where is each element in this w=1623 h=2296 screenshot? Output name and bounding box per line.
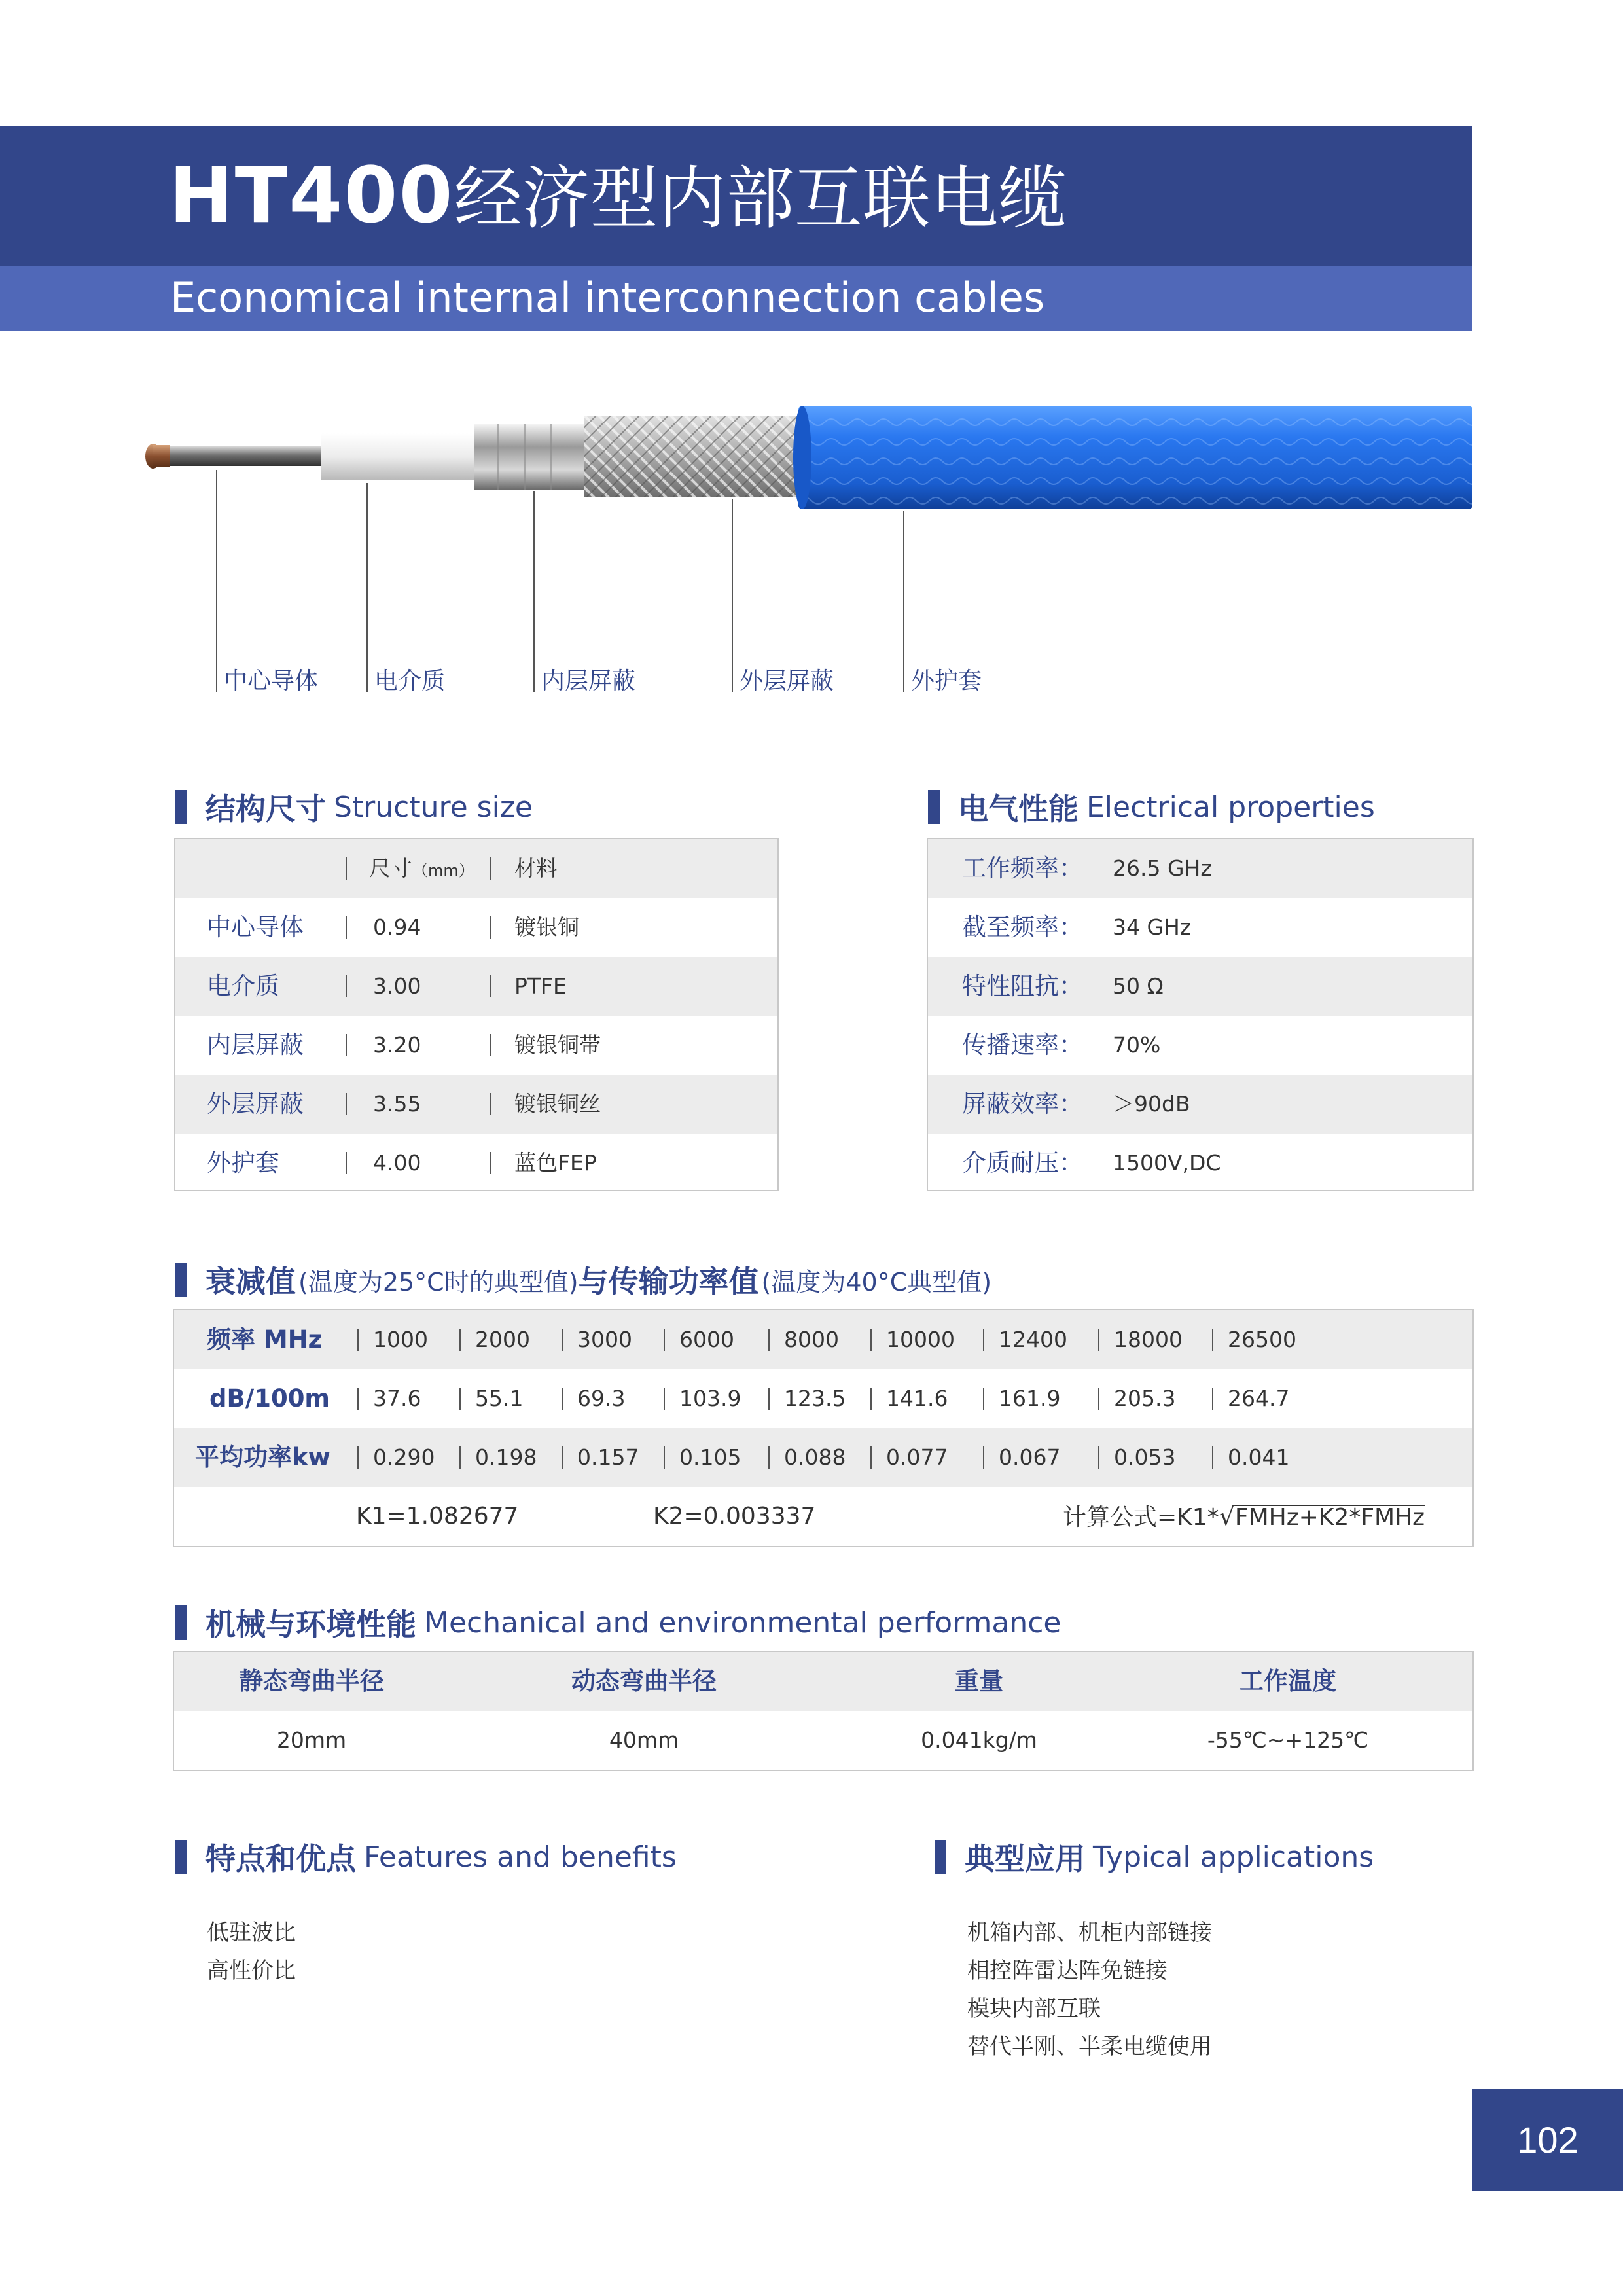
label-outer-shield: 外层屏蔽: [740, 668, 834, 694]
db-cell: 103.9: [679, 1386, 741, 1411]
column-separator: [870, 1388, 872, 1410]
formula: 计算公式=K1*√FMHz+K2*FMHz: [1063, 1502, 1425, 1531]
column-separator: [1098, 1329, 1099, 1351]
row-label: 频率 MHz: [207, 1325, 323, 1354]
label-inner-shield: 内层屏蔽: [541, 668, 636, 694]
table-row: [174, 1487, 1472, 1546]
model-name: HT400: [169, 150, 454, 240]
column-separator: [490, 1093, 491, 1115]
heading-bar: [175, 1840, 187, 1874]
column-separator: [357, 1446, 359, 1469]
row-value: 1500V,DC: [1113, 1150, 1221, 1175]
row-name: 外层屏蔽: [207, 1090, 304, 1118]
applications-list: [967, 1914, 1212, 2066]
table-row: [175, 1075, 777, 1134]
freq-cell: 3000: [577, 1327, 632, 1352]
row-material: PTFE: [514, 973, 567, 999]
structure-heading: [175, 785, 533, 829]
heading-cn: 结构尺寸: [205, 791, 326, 827]
power-cell: 0.088: [784, 1444, 846, 1470]
header-cell: 动态弯曲半径: [571, 1667, 717, 1695]
electrical-table: [927, 838, 1474, 1191]
column-separator: [490, 857, 491, 880]
column-separator: [1098, 1446, 1099, 1469]
heading-cn: 典型应用: [965, 1841, 1085, 1876]
applications-heading: [935, 1835, 1374, 1878]
column-separator: [768, 1446, 770, 1469]
freq-cell: 6000: [679, 1327, 734, 1352]
column-separator: [1212, 1388, 1213, 1410]
row-size: 4.00: [373, 1150, 421, 1175]
page-number: 102: [1472, 2089, 1623, 2191]
table-row: [175, 898, 777, 957]
list-item: 低驻波比: [207, 1920, 296, 1946]
column-separator: [459, 1388, 461, 1410]
row-name: 中心导体: [207, 913, 304, 941]
heading-en: Features and benefits: [364, 1840, 677, 1874]
power-cell: 0.053: [1114, 1444, 1176, 1470]
row-value: 50 Ω: [1113, 973, 1164, 999]
row-value: ＞90dB: [1113, 1091, 1190, 1117]
heading-note: (温度为25°C时的典型值): [298, 1267, 579, 1297]
header-cell: 静态弯曲半径: [239, 1667, 384, 1695]
column-separator: [490, 975, 491, 997]
column-separator: [357, 1329, 359, 1351]
table-row: [928, 898, 1472, 957]
column-separator: [346, 857, 347, 880]
table-row: [928, 839, 1472, 898]
column-separator: [664, 1446, 665, 1469]
column-separator: [1212, 1446, 1213, 1469]
column-separator: [490, 1152, 491, 1174]
list-item: 相控阵雷达阵免链接: [967, 1958, 1168, 1984]
table-row: [928, 957, 1472, 1016]
table-row: [928, 1134, 1472, 1193]
table-row: [175, 1134, 777, 1193]
column-separator: [490, 1034, 491, 1056]
freq-cell: 8000: [784, 1327, 839, 1352]
col-material-header: 材料: [514, 855, 558, 881]
power-cell: 0.290: [373, 1444, 435, 1470]
row-label: dB/100m: [209, 1384, 330, 1412]
structure-table: [174, 838, 779, 1191]
table-row: [174, 1652, 1472, 1711]
column-separator: [346, 1034, 347, 1056]
column-separator: [870, 1329, 872, 1351]
page-subtitle: Economical internal interconnection cables: [170, 274, 1045, 321]
db-cell: 141.6: [886, 1386, 948, 1411]
row-name: 内层屏蔽: [207, 1031, 304, 1059]
table-row: [174, 1711, 1472, 1770]
db-cell: 205.3: [1114, 1386, 1176, 1411]
table-row: [174, 1369, 1472, 1428]
heading-en: Electrical properties: [1086, 790, 1375, 824]
row-size: 3.20: [373, 1032, 421, 1058]
heading-en: Mechanical and environmental performance: [424, 1605, 1061, 1640]
leader-line: [903, 511, 904, 692]
db-cell: 69.3: [577, 1386, 626, 1411]
power-cell: 0.077: [886, 1444, 948, 1470]
row-name: 电介质: [207, 972, 279, 1000]
table-row: [928, 1016, 1472, 1075]
row-name: 介质耐压：: [962, 1149, 1083, 1177]
table-row: [174, 1310, 1472, 1369]
db-cell: 161.9: [999, 1386, 1061, 1411]
heading-note2: (温度为40°C典型值): [761, 1267, 992, 1297]
freq-cell: 2000: [475, 1327, 530, 1352]
column-separator: [1212, 1329, 1213, 1351]
column-separator: [346, 1152, 347, 1174]
list-item: 模块内部互联: [967, 1996, 1101, 2022]
col-size-header: 尺寸（mm）: [369, 855, 474, 881]
heading-en: Structure size: [334, 790, 533, 824]
value-cell: 40mm: [609, 1727, 679, 1753]
features-heading: [175, 1835, 677, 1878]
power-cell: 0.157: [577, 1444, 639, 1470]
title-cn: 经济型内部互联电缆: [454, 158, 1067, 238]
heading-cn2: 与传输功率值: [578, 1264, 759, 1299]
column-separator: [490, 916, 491, 939]
value-cell: 0.041kg/m: [921, 1727, 1037, 1753]
electrical-heading: [928, 785, 1375, 829]
list-item: 机箱内部、机柜内部链接: [967, 1920, 1212, 1946]
leader-line: [216, 470, 217, 692]
header-cell: 工作温度: [1240, 1667, 1336, 1695]
column-separator: [562, 1446, 563, 1469]
column-separator: [983, 1388, 984, 1410]
column-separator: [870, 1446, 872, 1469]
page-title: [169, 149, 1067, 244]
column-separator: [562, 1388, 563, 1410]
column-separator: [983, 1329, 984, 1351]
heading-cn: 电气性能: [958, 791, 1079, 827]
row-name: 截至频率：: [962, 913, 1083, 941]
row-name: 工作频率：: [962, 854, 1083, 882]
leader-line: [732, 499, 733, 692]
table-row: [174, 1428, 1472, 1487]
freq-cell: 18000: [1114, 1327, 1183, 1352]
column-separator: [459, 1329, 461, 1351]
row-name: 传播速率：: [962, 1031, 1083, 1059]
leader-line: [366, 483, 368, 692]
cable-illustration: [144, 393, 1479, 524]
column-separator: [562, 1329, 563, 1351]
row-size: 3.55: [373, 1091, 421, 1117]
heading-bar: [175, 1605, 187, 1640]
label-dielectric: 电介质: [374, 668, 446, 694]
features-list: [207, 1914, 296, 1990]
power-cell: 0.198: [475, 1444, 537, 1470]
column-separator: [983, 1446, 984, 1469]
row-label: 平均功率kw: [195, 1443, 330, 1471]
column-separator: [768, 1329, 770, 1351]
row-material: 镀银铜丝: [514, 1091, 601, 1117]
attenuation-heading: [175, 1258, 991, 1301]
heading-cn: 衰减值: [205, 1264, 296, 1299]
value-cell: 20mm: [276, 1727, 347, 1753]
list-item: 替代半刚、半柔电缆使用: [967, 2034, 1212, 2060]
row-name: 特性阻抗：: [962, 972, 1083, 1000]
row-name: 外护套: [207, 1149, 279, 1177]
row-material: 蓝色FEP: [514, 1150, 597, 1175]
label-jacket: 外护套: [911, 668, 982, 694]
heading-en: Typical applications: [1093, 1840, 1374, 1874]
db-cell: 264.7: [1228, 1386, 1290, 1411]
mechanical-heading: [175, 1601, 1061, 1644]
k2-value: K2=0.003337: [653, 1503, 816, 1530]
mechanical-table: [173, 1651, 1474, 1771]
db-cell: 55.1: [475, 1386, 524, 1411]
column-separator: [459, 1446, 461, 1469]
leader-line: [533, 491, 535, 692]
header-cell: 重量: [955, 1667, 1003, 1695]
heading-bar: [175, 1263, 187, 1297]
column-separator: [357, 1388, 359, 1410]
heading-cn: 特点和优点: [205, 1841, 356, 1876]
row-size: 0.94: [373, 914, 421, 940]
row-value: 34 GHz: [1113, 914, 1192, 940]
k1-value: K1=1.082677: [356, 1503, 519, 1530]
column-separator: [346, 975, 347, 997]
value-cell: -55℃~+125℃: [1207, 1727, 1369, 1753]
column-separator: [664, 1329, 665, 1351]
label-center-conductor: 中心导体: [224, 668, 319, 694]
heading-cn: 机械与环境性能: [205, 1607, 416, 1642]
table-row: [175, 957, 777, 1016]
table-row: [175, 1016, 777, 1075]
column-separator: [1098, 1388, 1099, 1410]
row-material: 镀银铜带: [514, 1032, 601, 1058]
db-cell: 37.6: [373, 1386, 421, 1411]
heading-bar: [175, 790, 187, 824]
freq-cell: 12400: [999, 1327, 1067, 1352]
row-material: 镀银铜: [514, 914, 579, 940]
freq-cell: 10000: [886, 1327, 955, 1352]
heading-bar: [935, 1840, 946, 1874]
column-separator: [664, 1388, 665, 1410]
list-item: 高性价比: [207, 1958, 296, 1984]
column-separator: [346, 916, 347, 939]
row-value: 70%: [1113, 1032, 1161, 1058]
table-row: [928, 1075, 1472, 1134]
column-separator: [768, 1388, 770, 1410]
row-size: 3.00: [373, 973, 421, 999]
table-row: [175, 839, 777, 898]
row-name: 屏蔽效率：: [962, 1090, 1083, 1118]
db-cell: 123.5: [784, 1386, 846, 1411]
heading-bar: [928, 790, 940, 824]
attenuation-table: [173, 1309, 1474, 1547]
freq-cell: 1000: [373, 1327, 428, 1352]
power-cell: 0.067: [999, 1444, 1061, 1470]
freq-cell: 26500: [1228, 1327, 1296, 1352]
power-cell: 0.041: [1228, 1444, 1290, 1470]
column-separator: [346, 1093, 347, 1115]
row-value: 26.5 GHz: [1113, 855, 1212, 881]
power-cell: 0.105: [679, 1444, 741, 1470]
